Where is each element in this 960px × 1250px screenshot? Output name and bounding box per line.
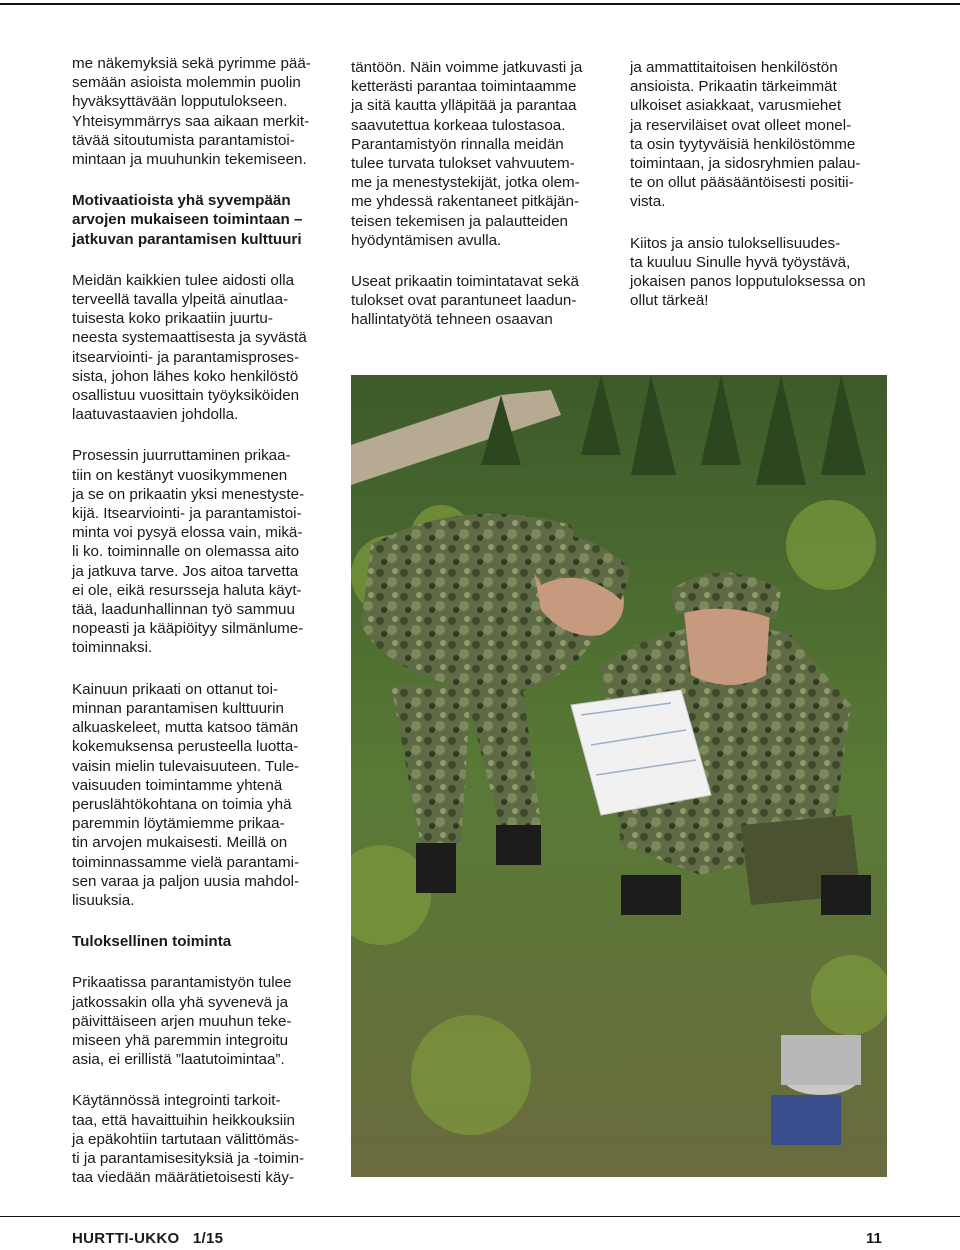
text-line: vista. xyxy=(630,193,666,211)
text-line: toimintaan, ja sidosryhmien palau- xyxy=(630,155,861,173)
text-line: Kiitos ja ansio tuloksellisuudes- xyxy=(630,234,841,252)
text-line: ja epäkohtiin tartutaan välittömäs- xyxy=(72,1130,300,1148)
text-line: ta osin tyytyväisiä henkilöstömme xyxy=(630,135,856,153)
bottom-rule xyxy=(0,1216,960,1217)
text-line: arvojen mukaiseen toimintaan – xyxy=(72,211,303,229)
text-line: laatuvastaavien johdolla. xyxy=(72,406,239,424)
paragraph xyxy=(351,58,613,250)
section-heading xyxy=(72,191,334,249)
text-line: tiin on kestänyt vuosikymmenen xyxy=(72,466,288,484)
paragraph xyxy=(72,973,334,1069)
text-line: sen varaa ja paljon uusia mahdol- xyxy=(72,872,300,890)
article-photo xyxy=(351,375,887,1177)
text-line: mintaan ja muuhunkin tekemiseen. xyxy=(72,151,307,169)
text-line: ollut tärkeä! xyxy=(630,292,709,310)
text-line: me yhdessä rakentaneet pitkäjän- xyxy=(351,193,579,211)
text-line: tää, laadunhallinnan työ sammuu xyxy=(72,601,295,619)
text-line: osallistuu vuosittain työyksiköiden xyxy=(72,387,300,405)
text-line: minta voi pysyä elossa vain, mikä- xyxy=(72,524,303,542)
text-line: Tuloksellinen toiminta xyxy=(72,933,232,951)
paragraph xyxy=(72,1091,334,1187)
paragraph xyxy=(351,272,613,330)
text-line: tuisesta koko prikaatiin juurtu- xyxy=(72,310,273,328)
text-line: Kainuun prikaati on ottanut toi- xyxy=(72,680,279,698)
text-line: tulokset ovat parantuneet laadun- xyxy=(351,292,577,310)
paragraph xyxy=(630,58,892,212)
text-line: minnan parantamisen kulttuurin xyxy=(72,699,284,717)
text-line: toiminnaksi. xyxy=(72,639,153,657)
text-line: me näkemyksiä sekä pyrimme pää- xyxy=(72,55,311,72)
text-line: hyödyntämisen avulla. xyxy=(351,231,502,249)
text-line: ja ammattitaitoisen henkilöstön xyxy=(630,59,838,76)
paragraph xyxy=(72,680,334,910)
text-line: kokemuksensa perusteella luotta- xyxy=(72,738,299,756)
text-line: Parantamistyön rinnalla meidän xyxy=(351,135,564,153)
text-line: ta kuuluu Sinulle hyvä työystävä, xyxy=(630,253,851,271)
paragraph xyxy=(630,234,892,311)
text-line: ja se on prikaatin yksi menestyste- xyxy=(72,485,305,503)
text-line: sista, johon lähes koko henkilöstö xyxy=(72,367,299,385)
text-line: tin arvojen mukaisesti. Meillä on xyxy=(72,834,288,852)
text-line: Meidän kaikkien tulee aidosti olla xyxy=(72,271,295,289)
text-line: täntöön. Näin voimme jatkuvasti ja xyxy=(351,59,583,76)
text-line: ketterästi parantaa toimintaamme xyxy=(351,78,577,96)
text-column-3 xyxy=(630,58,892,332)
text-line: me ja menestystekijät, jotka olem- xyxy=(351,174,580,192)
text-line: ti ja parantamisesityksiä ja -toimin- xyxy=(72,1149,305,1167)
text-line: tävää sitoutumista parantamistoi- xyxy=(72,131,295,149)
text-line: semään asioista molemmin puolin xyxy=(72,74,301,92)
text-line: Yhteisymmärrys saa aikaan merkit- xyxy=(72,112,310,130)
text-line: päivittäiseen arjen muuhun teke- xyxy=(72,1012,292,1030)
footer-magazine xyxy=(72,1230,223,1247)
text-line: lisuuksia. xyxy=(72,891,135,909)
text-line: Prosessin juurruttaminen prikaa- xyxy=(72,447,291,465)
text-line: nopeasti ja kääpiöityy silmänlume- xyxy=(72,620,304,638)
text-line: te on ollut pääsääntöisesti positii- xyxy=(630,174,854,192)
text-line: teisen tekemisen ja palautteiden xyxy=(351,212,568,230)
text-line: saavutettua korkeaa tulostasoa. xyxy=(351,116,566,134)
text-line: hallintatyötä tehneen osaavan xyxy=(351,311,553,329)
issue-number: 1/15 xyxy=(192,1230,224,1247)
text-line: Käytännössä integrointi tarkoit- xyxy=(72,1092,281,1110)
text-line: neesta systemaattisesta ja syvästä xyxy=(72,329,307,347)
paragraph xyxy=(72,446,334,657)
text-line: Useat prikaatin toimintatavat sekä xyxy=(351,273,579,291)
text-column-2 xyxy=(351,58,613,352)
text-line: kijä. Itsearviointi- ja parantamistoi- xyxy=(72,505,302,523)
text-line: jokaisen panos lopputuloksessa on xyxy=(630,273,866,291)
text-line: alkuaskeleet, mutta katsoo tämän xyxy=(72,719,299,737)
magazine-name: HURTTI-UKKO xyxy=(72,1230,180,1247)
text-column-1 xyxy=(72,54,334,1209)
page-number: 11 xyxy=(866,1230,882,1247)
text-line: terveellä tavalla ylpeitä ainutlaa- xyxy=(72,291,289,309)
paragraph xyxy=(72,271,334,425)
text-line: ja jatkuva tarve. Jos aitoa tarvetta xyxy=(72,562,299,580)
text-line: ansioista. Prikaatin tärkeimmät xyxy=(630,78,837,96)
section-heading xyxy=(72,932,334,951)
text-line: vaisin mielin tulevaisuuteen. Tule- xyxy=(72,757,300,775)
text-line: vaisuuden toimintamme yhtenä xyxy=(72,776,283,794)
text-line: Motivaatioista yhä syvempään xyxy=(72,192,291,210)
top-rule xyxy=(0,3,960,5)
text-line: toiminnassamme vielä parantami- xyxy=(72,853,300,871)
text-line: itsearviointi- ja parantamisproses- xyxy=(72,348,300,366)
text-line: ja sitä kautta ylläpitää ja parantaa xyxy=(351,97,577,115)
text-line: jatkossakin olla yhä syvenevä ja xyxy=(72,993,289,1011)
text-line: taa, että havaittuihin heikkouksiin xyxy=(72,1111,295,1129)
text-line: taa viedään määrätietoisesti käy- xyxy=(72,1169,295,1187)
text-line: hyväksyttävään lopputulokseen. xyxy=(72,93,288,111)
text-line: jatkuvan parantamisen kulttuuri xyxy=(72,230,302,248)
text-line: ja reserviläiset ovat olleet monel- xyxy=(630,116,852,134)
text-line: miseen yhä paremmin integroitu xyxy=(72,1031,289,1049)
paragraph xyxy=(72,54,334,169)
text-line: Prikaatissa parantamistyön tulee xyxy=(72,974,292,992)
text-line: paremmin löytämiemme prikaa- xyxy=(72,815,285,833)
soldiers-with-map-photo xyxy=(351,375,887,1177)
text-line: tulee turvata tulokset vahvuutem- xyxy=(351,155,575,173)
text-line: li ko. toiminnalle on olemassa aito xyxy=(72,543,300,561)
text-line: ulkoiset asiakkaat, varusmiehet xyxy=(630,97,842,115)
text-line: asia, ei erillistä ”laatutoimintaa”. xyxy=(72,1051,285,1069)
text-line: peruslähtökohtana on toimia yhä xyxy=(72,795,292,813)
text-line: ei ole, eikä resursseja haluta käyt- xyxy=(72,581,302,599)
